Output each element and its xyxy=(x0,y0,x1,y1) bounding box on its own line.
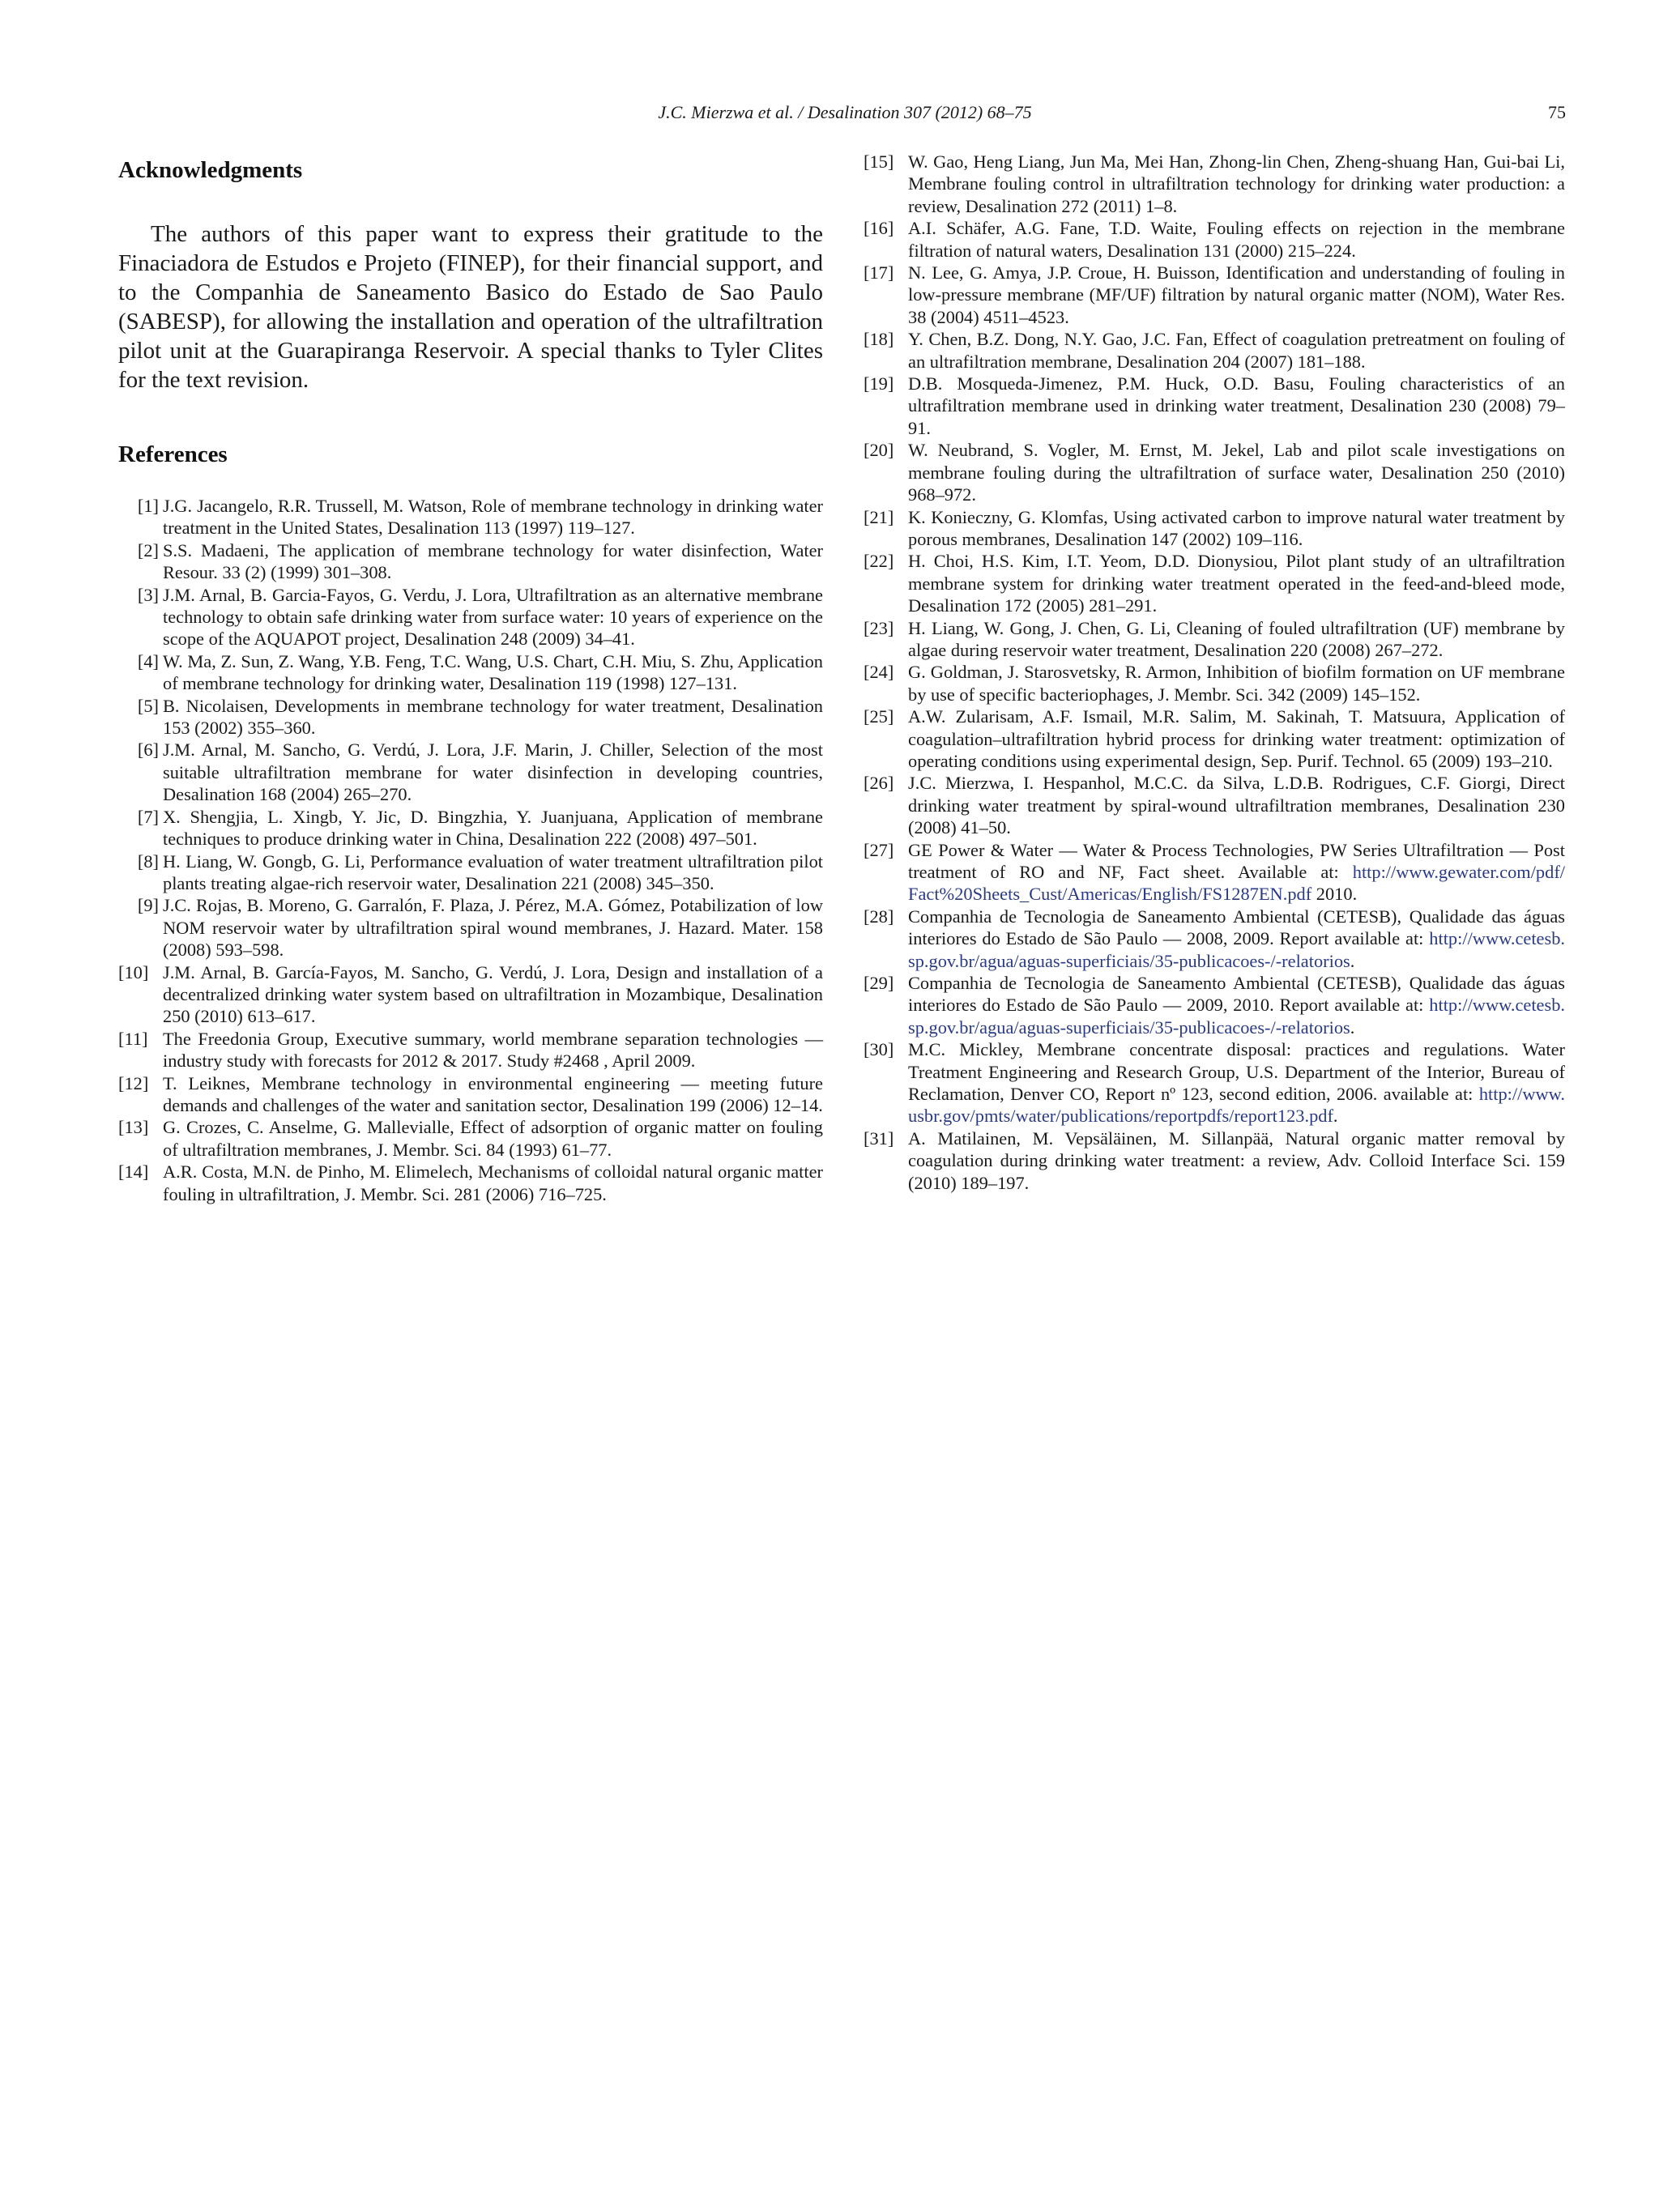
acknowledgments-heading: Acknowledgments xyxy=(118,157,303,183)
journal-citation: J.C. Mierzwa et al. / Desalination 307 (2012) 68–75 xyxy=(658,102,1032,122)
reference-item xyxy=(864,262,1565,328)
reference-text: D.B. Mosqueda-Jimenez, P.M. Huck, O.D. Basu, Fouling characteristics of an ultrafiltration membrane used in drinking water treatment, Desalination 230 (2008) 79–91. xyxy=(908,373,1565,438)
reference-item xyxy=(118,695,823,739)
reference-item xyxy=(864,772,1565,838)
reference-item xyxy=(864,151,1565,217)
reference-text: K. Konieczny, G. Klomfas, Using activated carbon to improve natural water treatment by porous membranes, Desalination 147 (2002) 109–116. xyxy=(908,506,1565,549)
reference-text-suffix: . xyxy=(1333,1106,1338,1127)
reference-item xyxy=(864,661,1565,705)
reference-number: [8] xyxy=(137,850,159,872)
reference-number: [24] xyxy=(864,662,894,683)
reference-item xyxy=(118,1161,823,1205)
reference-number: [9] xyxy=(137,895,159,916)
reference-number: [25] xyxy=(864,706,894,727)
reference-item xyxy=(118,584,823,650)
reference-text: W. Gao, Heng Liang, Jun Ma, Mei Han, Zhong-lin Chen, Zheng-shuang Han, Gui-bai Li, Membrane fouling control in ultrafiltration technology for drinking water production: a review, Desalination 272 (2011) 1–8. xyxy=(908,151,1565,216)
reference-item xyxy=(864,617,1565,662)
reference-text: J.C. Rojas, B. Moreno, G. Garralón, F. Plaza, J. Pérez, M.A. Gómez, Potabilization of low NOM reservoir water by ultrafiltration spiral wound membranes, J. Hazard. Mater. 158 (2008) 593–598. xyxy=(163,895,823,961)
reference-item xyxy=(864,506,1565,551)
reference-item xyxy=(118,806,823,850)
reference-number: [15] xyxy=(864,151,894,172)
reference-item xyxy=(118,1028,823,1072)
reference-text: Y. Chen, B.Z. Dong, N.Y. Gao, J.C. Fan, Effect of coagulation pretreatment on fouling of an ultrafiltration membrane, Desalination 204 (2007) 181–188. xyxy=(908,329,1565,372)
reference-link[interactable]: http://www.cetesb.sp.gov.br/agua/aguas-superficiais/35-publicacoes-/-relatorios xyxy=(908,995,1565,1038)
reference-text: N. Lee, G. Amya, J.P. Croue, H. Buisson, Identification and understanding of fouling in low-pressure membrane (MF/UF) filtration by natural organic matter (NOM), Water Res. 38 (2004) 4511–4523. xyxy=(908,262,1565,327)
reference-item xyxy=(864,906,1565,972)
reference-text: A.W. Zularisam, A.F. Ismail, M.R. Salim, M. Sakinah, T. Matsuura, Application of coagulation–ultrafiltration hybrid process for drinking water treatment: optimization of operating conditions using experimental design, Sep. Purif. Technol. 65 (2009) 193–210. xyxy=(908,706,1565,771)
reference-text: W. Ma, Z. Sun, Z. Wang, Y.B. Feng, T.C. Wang, U.S. Chart, C.H. Miu, S. Zhu, Application of membrane technology for drinking water, Desalination 119 (1998) 127–131. xyxy=(163,650,823,694)
reference-item xyxy=(118,1072,823,1117)
reference-number: [14] xyxy=(118,1161,149,1183)
reference-number: [7] xyxy=(137,806,159,827)
reference-item xyxy=(118,539,823,584)
reference-item xyxy=(864,217,1565,262)
reference-text: G. Crozes, C. Anselme, G. Mallevialle, Effect of adsorption of organic matter on fouling of ultrafiltration membranes, J. Membr. Sci. 84 (1993) 61–77. xyxy=(163,1117,823,1160)
reference-link[interactable]: http://www.gewater.com/pdf/Fact%20Sheets_Cust/Americas/English/FS1287EN.pdf xyxy=(908,862,1565,905)
reference-number: [29] xyxy=(864,973,894,994)
reference-item xyxy=(118,650,823,695)
reference-number: [12] xyxy=(118,1072,149,1093)
reference-text: H. Liang, W. Gong, J. Chen, G. Li, Cleaning of fouled ultrafiltration (UF) membrane by algae during reservoir water treatment, Desalination 220 (2008) 267–272. xyxy=(908,617,1565,660)
reference-text: The Freedonia Group, Executive summary, world membrane separation technologies — industry study with forecasts for 2012 & 2017. Study #2468 , April 2009. xyxy=(163,1028,823,1072)
reference-text: J.M. Arnal, B. Garcia-Fayos, G. Verdu, J. Lora, Ultrafiltration as an alternative membrane technology to obtain safe drinking water from surface water: 10 years of experience on the scope of the AQUAPOT project, Desalination 248 (2009) 34–41. xyxy=(163,584,823,650)
reference-list-left xyxy=(118,495,823,1205)
reference-item xyxy=(118,495,823,539)
reference-text: J.M. Arnal, M. Sancho, G. Verdú, J. Lora, J.F. Marin, J. Chiller, Selection of the most suitable ultrafiltration membrane for water disinfection in developing countries, Desalination 168 (2004) 265–270. xyxy=(163,739,823,805)
reference-number: [19] xyxy=(864,373,894,394)
right-column xyxy=(864,151,1565,1194)
page-number: 75 xyxy=(1548,102,1566,122)
reference-text: S.S. Madaeni, The application of membrane technology for water disinfection, Water Resour. 33 (2) (1999) 301–308. xyxy=(163,539,823,583)
reference-number: [28] xyxy=(864,906,894,927)
reference-item xyxy=(118,961,823,1028)
reference-item xyxy=(864,328,1565,373)
reference-number: [13] xyxy=(118,1117,149,1138)
reference-number: [23] xyxy=(864,617,894,638)
reference-item xyxy=(864,373,1565,439)
reference-link[interactable]: http://www.cetesb.sp.gov.br/agua/aguas-superficiais/35-publicacoes-/-relatorios xyxy=(908,928,1565,971)
reference-number: [17] xyxy=(864,262,894,283)
reference-text-suffix: 2010. xyxy=(1311,884,1358,905)
references-heading: References xyxy=(118,441,228,467)
reference-text: W. Neubrand, S. Vogler, M. Ernst, M. Jekel, Lab and pilot scale investigations on membrane fouling during the ultrafiltration of surface water, Desalination 250 (2010) 968–972. xyxy=(908,440,1565,505)
reference-item xyxy=(864,839,1565,906)
reference-number: [30] xyxy=(864,1039,894,1060)
reference-item xyxy=(864,1127,1565,1194)
reference-item xyxy=(864,550,1565,616)
reference-text: J.G. Jacangelo, R.R. Trussell, M. Watson, Role of membrane technology in drinking water treatment in the United States, Desalination 113 (1997) 119–127. xyxy=(163,496,823,539)
reference-number: [10] xyxy=(118,961,149,982)
reference-text: J.C. Mierzwa, I. Hespanhol, M.C.C. da Silva, L.D.B. Rodrigues, C.F. Giorgi, Direct drinking water treatment by spiral-wound ultrafiltration membranes, Desalination 230 (2008) 41–50. xyxy=(908,773,1565,838)
reference-item xyxy=(118,894,823,961)
reference-item xyxy=(864,972,1565,1038)
reference-text: G. Goldman, J. Starosvetsky, R. Armon, Inhibition of biofilm formation on UF membrane by use of specific bacteriophages, J. Membr. Sci. 342 (2009) 145–152. xyxy=(908,662,1565,705)
reference-item xyxy=(864,705,1565,772)
reference-number: [20] xyxy=(864,440,894,461)
reference-text: T. Leiknes, Membrane technology in environmental engineering — meeting future demands and challenges of the water and sanitation sector, Desalination 199 (2006) 12–14. xyxy=(163,1072,823,1115)
reference-item xyxy=(864,439,1565,505)
reference-text: A.R. Costa, M.N. de Pinho, M. Elimelech, Mechanisms of colloidal natural organic matter fouling in ultrafiltration, J. Membr. Sci. 281 (2006) 716–725. xyxy=(163,1161,823,1204)
reference-number: [6] xyxy=(137,739,159,761)
reference-number: [5] xyxy=(137,695,159,716)
reference-text: M.C. Mickley, Membrane concentrate disposal: practices and regulations. Water Treatment Engineering and Research Group, U.S. Department of the Interior, Bureau of Reclamation, Denver CO, Report nº 123, second edition, 2006. available at: xyxy=(908,1039,1565,1105)
reference-text-suffix: . xyxy=(1350,1016,1355,1038)
reference-item xyxy=(118,739,823,805)
reference-item xyxy=(864,1038,1565,1127)
reference-text: J.M. Arnal, B. García-Fayos, M. Sancho, G. Verdú, J. Lora, Design and installation of a decentralized drinking water system based on ultrafiltration in Mozambique, Desalination 250 (2010) 613–617. xyxy=(163,961,823,1027)
reference-text: A. Matilainen, M. Vepsäläinen, M. Sillanpää, Natural organic matter removal by coagulation during drinking water treatment: a review, Adv. Colloid Interface Sci. 159 (2010) 189–197. xyxy=(908,1127,1565,1193)
reference-number: [4] xyxy=(137,650,159,671)
reference-item xyxy=(118,850,823,895)
reference-list-right xyxy=(864,151,1565,1194)
reference-number: [26] xyxy=(864,773,894,794)
reference-number: [31] xyxy=(864,1127,894,1149)
reference-number: [11] xyxy=(118,1028,148,1049)
acknowledgments-text: The authors of this paper want to express their gratitude to the Finaciadora de Estudos e Projeto (FINEP), for their financial support, and to the Companhia de Saneamento Basico do Estado de Sao Paulo (SABESP), for allowing the installation and operation of the ultrafiltration pilot unit at the Guarapiranga Reservoir. A special thanks to Tyler Clites for the text revision. xyxy=(118,221,823,393)
reference-number: [3] xyxy=(137,584,159,605)
reference-number: [18] xyxy=(864,329,894,350)
reference-text: B. Nicolaisen, Developments in membrane technology for water treatment, Desalination 153 (2002) 355–360. xyxy=(163,695,823,739)
reference-number: [1] xyxy=(137,496,159,516)
reference-text: X. Shengjia, L. Xingb, Y. Jic, D. Bingzhia, Y. Juanjuana, Application of membrane techniques to produce drinking water in China, Desalination 222 (2008) 497–501. xyxy=(163,806,823,850)
reference-number: [27] xyxy=(864,839,894,860)
left-column xyxy=(118,151,823,1205)
reference-text: H. Choi, H.S. Kim, I.T. Yeom, D.D. Dionysiou, Pilot plant study of an ultrafiltration membrane system for drinking water treatment operated in the feed-and-bleed mode, Desalination 172 (2005) 281–291. xyxy=(908,551,1565,616)
reference-text-suffix: . xyxy=(1350,950,1355,971)
reference-item xyxy=(118,1116,823,1161)
reference-text: Companhia de Tecnologia de Saneamento Ambiental (CETESB), Qualidade das águas interiores do Estado de São Paulo — 2009, 2010. Report available at: xyxy=(908,973,1565,1016)
reference-text: GE Power & Water — Water & Process Technologies, PW Series Ultrafiltration — Post treatment of RO and NF, Fact sheet. Available at: xyxy=(908,839,1565,882)
running-header xyxy=(0,102,1659,130)
reference-text: Companhia de Tecnologia de Saneamento Ambiental (CETESB), Qualidade das águas interiores do Estado de São Paulo — 2008, 2009. Report available at: xyxy=(908,906,1565,949)
reference-text: A.I. Schäfer, A.G. Fane, T.D. Waite, Fouling effects on rejection in the membrane filtration of natural waters, Desalination 131 (2000) 215–224. xyxy=(908,218,1565,261)
reference-number: [21] xyxy=(864,506,894,527)
reference-link[interactable]: http://www.usbr.gov/pmts/water/publications/reportpdfs/report123.pdf xyxy=(908,1084,1565,1127)
reference-number: [16] xyxy=(864,218,894,239)
reference-number: [22] xyxy=(864,551,894,572)
reference-number: [2] xyxy=(137,539,159,560)
reference-text: H. Liang, W. Gongb, G. Li, Performance evaluation of water treatment ultrafiltration pilot plants treating algae-rich reservoir water, Desalination 221 (2008) 345–350. xyxy=(163,850,823,893)
